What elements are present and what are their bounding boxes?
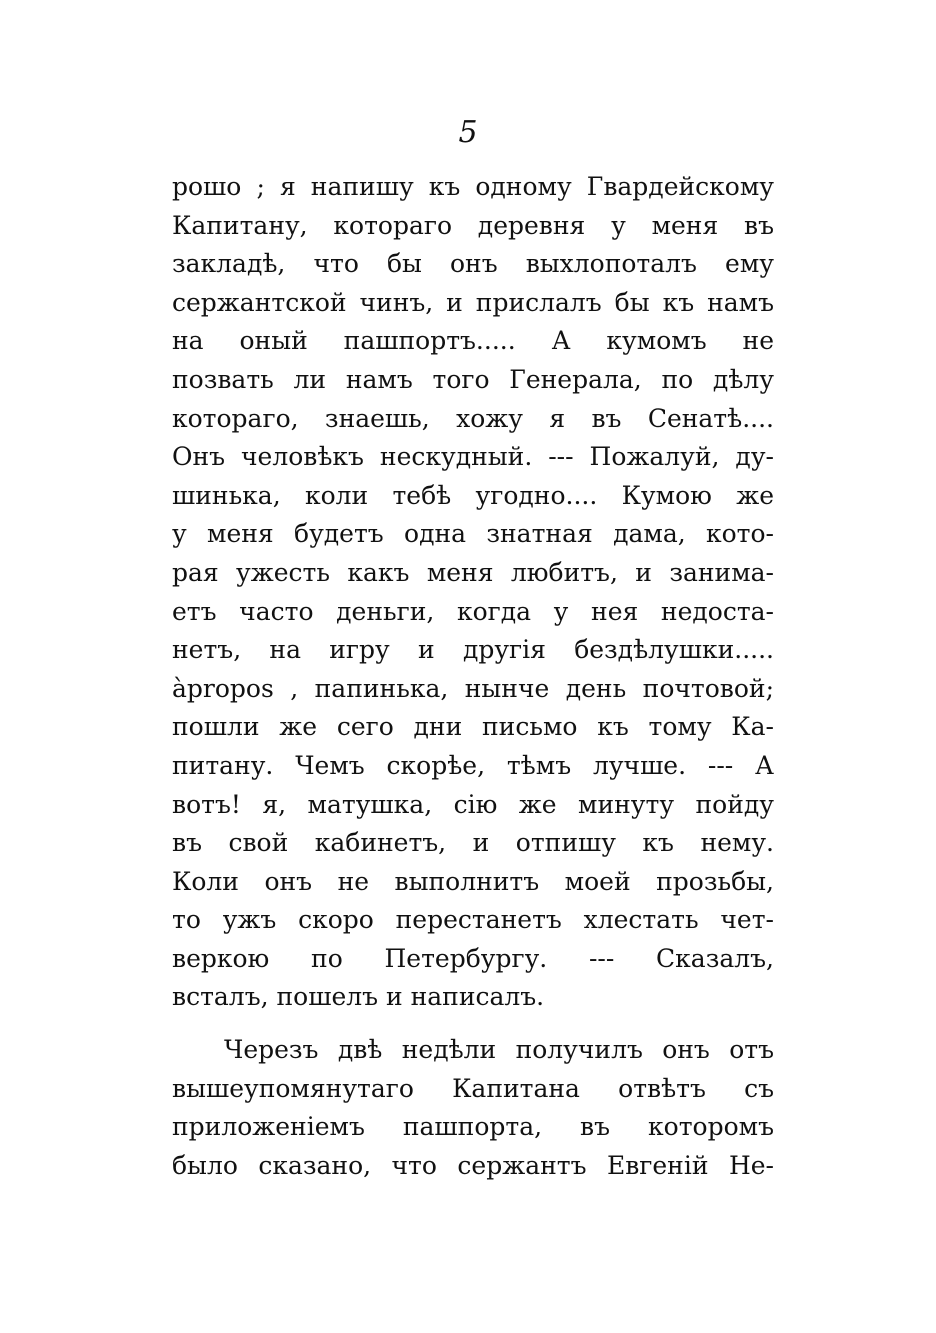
text-line: веркою по Петербургу. --- Сказалъ, — [172, 943, 774, 973]
text-line: всталъ, пошелъ и написалъ. — [172, 982, 545, 1012]
text-line: было сказано, что сержантъ Евгеній Не- — [172, 1150, 774, 1180]
text-line: питану. Чемъ скорѣе, тѣмъ лучше. --- А — [172, 750, 774, 780]
text-line: пошли же сего дни письмо къ тому Ка- — [172, 712, 774, 742]
text-line: рая ужесть какъ меня любитъ, и занима- — [172, 557, 774, 587]
text-line: Коли онъ не выполнитъ моей прозьбы, — [172, 866, 774, 896]
text-line: етъ часто деньги, когда у нея недоста- — [172, 596, 774, 626]
text-line: Капитану, котораго деревня у меня въ — [172, 210, 774, 240]
text-line: котораго, знаешь, хожу я въ Сенатѣ.... — [172, 403, 774, 433]
text-line: на оный пашпортъ..... А кумомъ не — [172, 326, 774, 356]
paragraph — [172, 1031, 774, 1185]
text-line: Черезъ двѣ недѣли получилъ онъ отъ — [224, 1035, 774, 1065]
text-line: шинька, коли тебѣ угодно.... Кумою же — [172, 480, 774, 510]
text-line: закладѣ, что бы онъ выхлопоталъ ему — [172, 249, 774, 279]
paragraph — [172, 168, 774, 1017]
text-line: у меня будетъ одна знатная дама, кото- — [172, 519, 774, 549]
text-line: Онъ человѣкъ нескудный. --- Пожалуй, ду- — [172, 442, 774, 472]
text-line: нетъ, на игру и другія бездѣлушки..... — [172, 635, 774, 665]
page-number: 5 — [458, 115, 478, 150]
text-line: вышеупомянутаго Капитана отвѣтъ съ — [172, 1073, 774, 1103]
text-line: àpropos , папинька, нынче день почтовой; — [172, 673, 774, 703]
text-line: въ свой кабинетъ, и отпишу къ нему. — [172, 828, 774, 858]
body-text — [172, 168, 774, 1185]
text-line: рошо ; я напишу къ одному Гвардейскому — [172, 172, 774, 201]
text-line: то ужъ скоро перестанетъ хлестать чет- — [172, 905, 774, 935]
text-line: сержантской чинъ, и прислалъ бы къ намъ — [172, 287, 774, 317]
text-line: позвать ли намъ того Генерала, по дѣлу — [172, 364, 774, 394]
paragraph-gap — [172, 1017, 774, 1031]
text-line: приложеніемъ пашпорта, въ которомъ — [172, 1112, 774, 1142]
text-line: вотъ! я, матушка, сію же минуту пойду — [172, 789, 774, 819]
